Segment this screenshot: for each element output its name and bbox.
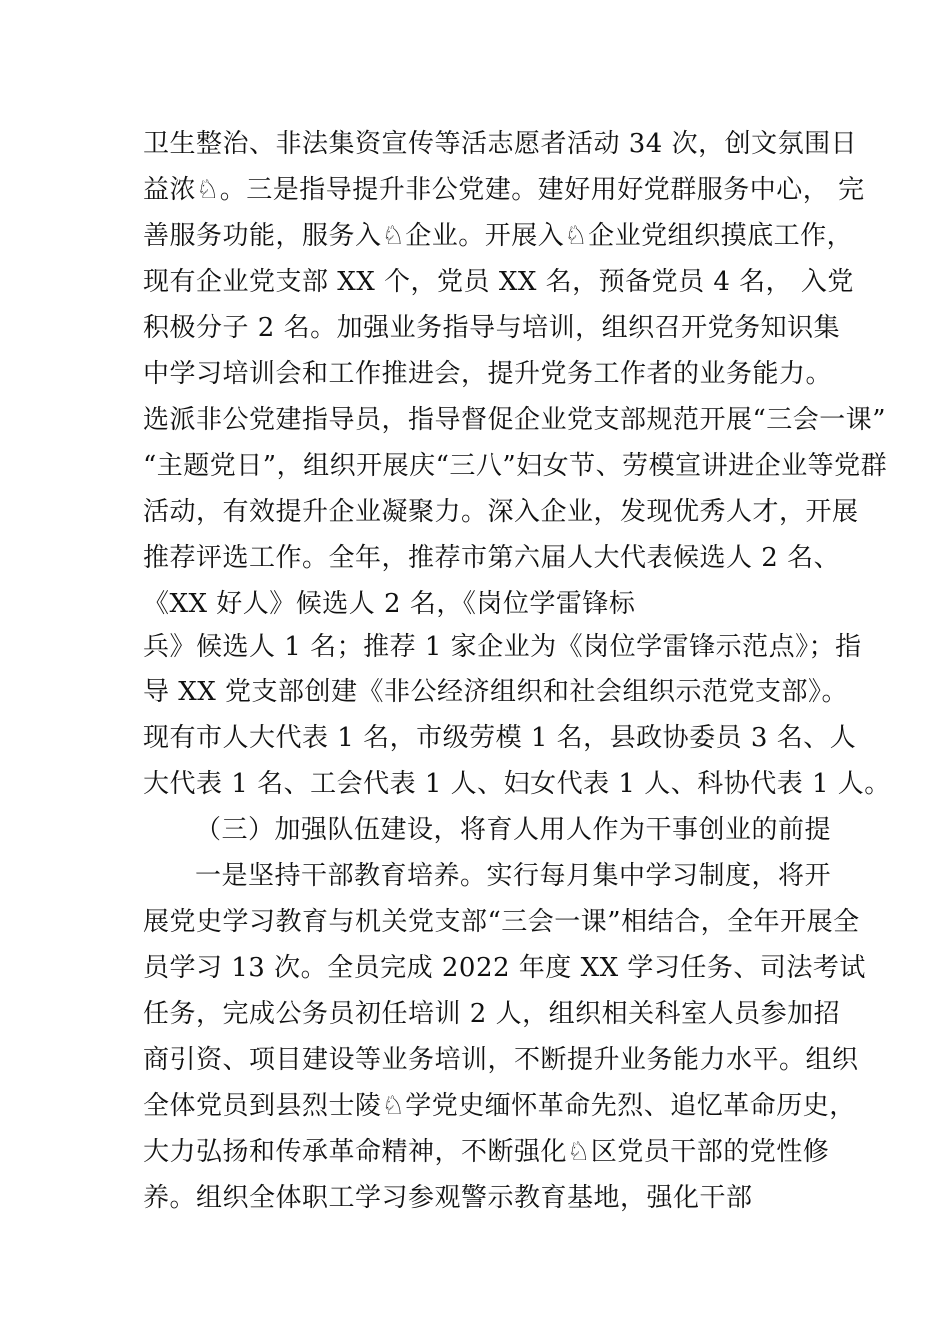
text-line: 导 XX 党支部创建《非公经济组织和社会组织示范党支部》。 xyxy=(143,677,849,707)
text-line: “主题党日”，组织开展庆“三八”妇女节、劳模宣讲进企业等党群 xyxy=(143,451,888,481)
text-line: 任务，完成公务员初任培训 2 人，组织相关科室人员参加招 xyxy=(143,999,841,1029)
text-line: 一是坚持干部教育培养。实行每月集中学习制度，将开 xyxy=(195,861,832,891)
text-line: 活动，有效提升企业凝聚力。深入企业，发现优秀人才，开展 xyxy=(143,497,859,527)
text-line: 选派非公党建指导员，指导督促企业党支部规范开展“三会一课” xyxy=(143,405,887,435)
text-line: 中学习培训会和工作推进会，提升党务工作者的业务能力。 xyxy=(143,359,833,389)
text-line: 现有市人大代表 1 名，市级劳模 1 名，县政协委员 3 名、人 xyxy=(143,723,857,753)
text-line: 卫生整治、非法集资宣传等活志愿者活动 34 次，创文氛围日 xyxy=(143,129,858,159)
text-line: 现有企业党支部 XX 个，党员 XX 名，预备党员 4 名， 入党 xyxy=(143,267,854,297)
text-line: 积极分子 2 名。加强业务指导与培训，组织召开党务知识集 xyxy=(143,313,841,343)
text-line: 养。组织全体职工学习参观警示教育基地，强化干部 xyxy=(143,1183,753,1213)
text-line: 善服务功能，服务入♘企业。开展入♘企业党组织摸底工作， xyxy=(143,221,854,251)
text-line: 益浓♘。三是指导提升非公党建。建好用好党群服务中心， 完 xyxy=(143,175,865,205)
section-heading: （三）加强队伍建设，将育人用人作为干事创业的前提 xyxy=(195,815,832,845)
text-line: 员学习 13 次。全员完成 2022 年度 XX 学习任务、司法考试 xyxy=(143,953,866,983)
text-line: 推荐评选工作。全年，推荐市第六届人大代表候选人 2 名、 xyxy=(143,543,841,573)
text-line: 展党史学习教育与机关党支部“三会一课”相结合，全年开展全 xyxy=(143,907,860,937)
text-line: 《XX 好人》候选人 2 名，《岗位学雷锋标 xyxy=(143,589,636,619)
text-line: 大力弘扬和传承革命精神，不断强化♘区党员干部的党性修 xyxy=(143,1137,830,1167)
text-line: 兵》候选人 1 名；推荐 1 家企业为《岗位学雷锋示范点》；指 xyxy=(143,632,862,662)
text-line: 商引资、项目建设等业务培训，不断提升业务能力水平。组织 xyxy=(143,1045,859,1075)
text-line: 大代表 1 名、工会代表 1 人、妇女代表 1 人、科协代表 1 人。 xyxy=(143,769,891,799)
text-line: 全体党员到县烈士陵♘学党史缅怀革命先烈、追忆革命历史， xyxy=(143,1091,856,1121)
